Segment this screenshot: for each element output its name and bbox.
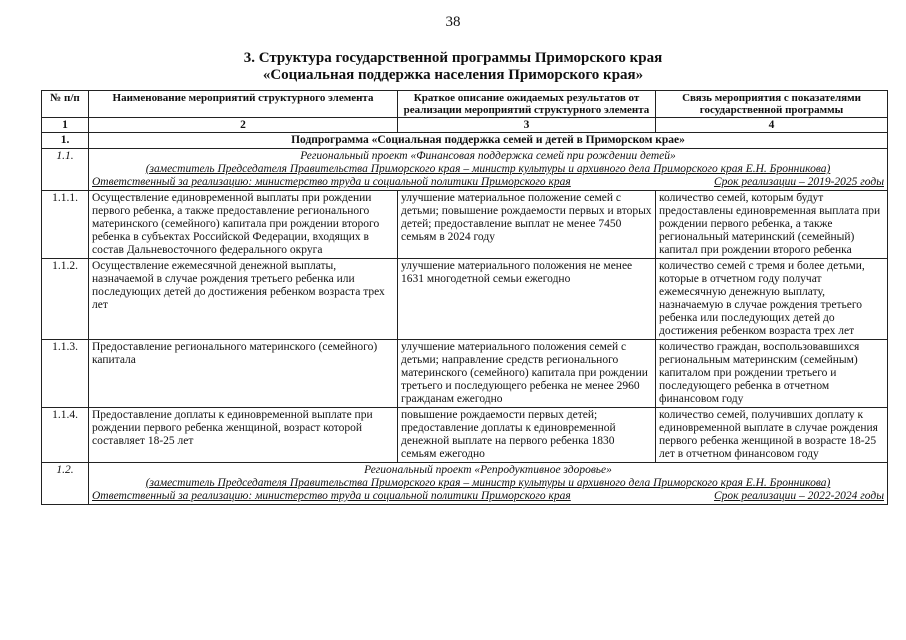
row-result: улучшение материального положения не менее 1631 многодетной семьи ежегодно <box>398 259 656 340</box>
project-number: 1.1. <box>42 149 89 191</box>
column-number: 4 <box>656 118 888 133</box>
row-link: количество граждан, воспользовавшихся региональным материнским (семейным) капиталом при рождении третьего и последующего ребенка в отчетном финансовом году <box>656 340 888 408</box>
project-responsible: Ответственный за реализацию: министерство труда и социальной политики Приморского края <box>92 176 571 188</box>
program-structure-table <box>41 90 888 505</box>
project-block <box>89 463 888 505</box>
page-number: 38 <box>445 14 461 30</box>
row-link: количество семей с тремя и более детьми, которые в отчетном году получат ежемесячную денежную выплату, назначаемую в случае рождения третьего ребенка или последующих детей до достижения ребенком возраста трех лет <box>656 259 888 340</box>
page-title <box>0 50 906 84</box>
row-number: 1.1.1. <box>42 191 89 259</box>
row-name: Предоставление регионального материнского (семейного) капитала <box>89 340 398 408</box>
title-line-1: 3. Структура государственной программы Приморского края <box>243 50 663 66</box>
header-link: Связь мероприятия с показателями государственной программы <box>656 91 888 118</box>
project-title: Региональный проект «Финансовая поддержка семей при рождении детей» <box>300 150 676 162</box>
title-line-2: «Социальная поддержка населения Приморского края» <box>262 67 644 83</box>
column-number: 1 <box>42 118 89 133</box>
row-name: Осуществление ежемесячной денежной выплаты, назначаемой в случае рождения третьего ребенка или последующих детей до достижения ребенком возраста трех лет <box>89 259 398 340</box>
project-term: Срок реализации – 2022-2024 годы <box>713 490 884 502</box>
row-name: Осуществление единовременной выплаты при рождении первого ребенка, а также предоставление регионального материнского (семейного) капитала при рождении второго ребенка в субъектах Российской Федерации, входящих в состав Дальневосточного федерального округа <box>89 191 398 259</box>
row-number: 1.1.3. <box>42 340 89 408</box>
row-link: количество семей, которым будут предоставлены единовременная выплата при рождении первого ребенка, а также региональный материнский (семейный) капитал при рождении второго ребенка <box>656 191 888 259</box>
table-row <box>42 259 888 340</box>
row-number: 1.1.2. <box>42 259 89 340</box>
project-responsible-line <box>92 176 884 189</box>
column-number-row <box>42 118 888 133</box>
project-term: Срок реализации – 2019-2025 годы <box>713 176 884 188</box>
row-link: количество семей, получивших доплату к единовременной выплате в случае рождения первого ребенка женщиной в возрасте 18-25 лет в отчетном финансовом году <box>656 408 888 463</box>
header-name: Наименование мероприятий структурного элемента <box>89 91 398 118</box>
table-row <box>42 191 888 259</box>
project-row <box>42 149 888 191</box>
project-row <box>42 463 888 505</box>
table-row <box>42 408 888 463</box>
header-result: Краткое описание ожидаемых результатов от реализации мероприятий структурного элемента <box>398 91 656 118</box>
column-number: 2 <box>89 118 398 133</box>
row-result: повышение рождаемости первых детей; предоставление доплаты к единовременной денежной выплате на первого ребенка 1830 семьям ежегодно <box>398 408 656 463</box>
project-curator: (заместитель Председателя Правительства Приморского края – министр культуры и архивного дела Приморского края Е.Н. Бронникова) <box>145 163 831 175</box>
project-block <box>89 149 888 191</box>
row-result: улучшение материального положения семей с детьми; направление средств регионального материнского (семейного) капитала при рождении третьего и последующего ребенка не менее 2960 гражданам ежегодно <box>398 340 656 408</box>
subprogram-row <box>42 133 888 149</box>
project-responsible-line <box>92 490 884 503</box>
row-result: улучшение материальное положение семей с детьми; повышение рождаемости первых и вторых детей; предоставление выплат не менее 7450 семьям в 2024 году <box>398 191 656 259</box>
row-name: Предоставление доплаты к единовременной выплате при рождении первого ребенка женщиной, возраст которой составляет 18-25 лет <box>89 408 398 463</box>
project-curator: (заместитель Председателя Правительства Приморского края – министр культуры и архивного дела Приморского края Е.Н. Бронникова) <box>145 477 831 489</box>
project-responsible: Ответственный за реализацию: министерство труда и социальной политики Приморского края <box>92 490 571 502</box>
subprogram-title: Подпрограмма «Социальная поддержка семей и детей в Приморском крае» <box>89 133 888 149</box>
subprogram-number: 1. <box>42 133 89 149</box>
project-number: 1.2. <box>42 463 89 505</box>
header-number: № п/п <box>42 91 89 118</box>
header-row <box>42 91 888 118</box>
table-row <box>42 340 888 408</box>
column-number: 3 <box>398 118 656 133</box>
project-title: Региональный проект «Репродуктивное здоровье» <box>364 464 612 476</box>
row-number: 1.1.4. <box>42 408 89 463</box>
